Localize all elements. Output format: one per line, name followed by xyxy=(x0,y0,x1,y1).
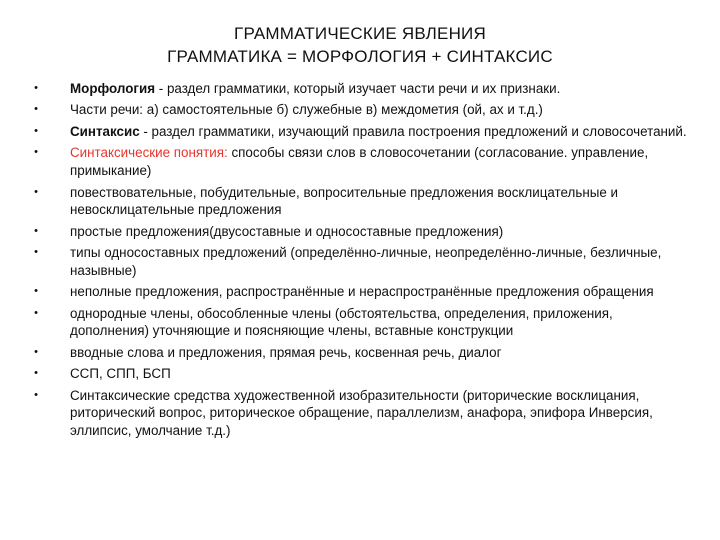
bullet: • xyxy=(34,103,38,116)
list-item-syntax-concepts xyxy=(30,144,690,179)
term-syntax-concepts: Синтаксические понятия: xyxy=(70,145,228,161)
item-text: - раздел грамматики, изучающий правила построения предложений и словосочетаний. xyxy=(139,123,687,139)
bullet: • xyxy=(34,388,38,401)
item-text: однородные члены, обособленные члены (обстоятельства, определения, приложения, дополнения) уточняющие и поясняющие члены, вставные конструкции xyxy=(70,305,613,339)
list-item-homogeneous-members xyxy=(30,305,690,340)
item-text: ССП, СПП, БСП xyxy=(70,366,171,382)
item-text: Части речи: а) самостоятельные б) служебные в) междометия (ой, ах и т.д.) xyxy=(70,102,543,118)
item-text: Синтаксические средства художественной изобразительности (риторические восклицания, риторический вопрос, риторическое обращение, параллелизм, анафора, эпифора Инверсия, эллипсис, умолчание т.д.) xyxy=(70,387,653,438)
bullet: • xyxy=(34,82,38,94)
item-text: неполные предложения, распространённые и нераспространённые предложения обращения xyxy=(70,284,654,300)
list-item-morphology xyxy=(30,80,690,98)
bullet: • xyxy=(34,246,38,259)
bullet: • xyxy=(34,185,38,198)
slide-title xyxy=(0,22,720,68)
bullet-list xyxy=(30,80,690,443)
item-text: повествовательные, побудительные, вопросительные предложения восклицательные и невосклицательные предложения xyxy=(70,184,618,218)
term-syntax: Синтаксис xyxy=(70,123,140,139)
term-morphology: Морфология xyxy=(70,81,156,96)
bullet: • xyxy=(34,224,38,237)
bullet: • xyxy=(34,306,38,319)
title-line-1: ГРАММАТИЧЕСКИЕ ЯВЛЕНИЯ xyxy=(234,24,486,43)
item-text: вводные слова и предложения, прямая речь, косвенная речь, диалог xyxy=(70,344,502,360)
item-text: - раздел грамматики, который изучает части речи и их признаки. xyxy=(155,81,561,96)
title-line-2: ГРАММАТИКА = МОРФОЛОГИЯ + СИНТАКСИС xyxy=(167,47,553,66)
list-item-introductory-words xyxy=(30,344,690,362)
list-item-sentence-purpose xyxy=(30,184,690,219)
list-item-simple-sentences xyxy=(30,223,690,241)
list-item-one-part-types xyxy=(30,244,690,279)
list-item-incomplete-sentences xyxy=(30,283,690,301)
bullet: • xyxy=(34,285,38,298)
bullet: • xyxy=(34,124,38,137)
item-text: типы односоставных предложений (определённо-личные, неопределённо-личные, безличные, назывные) xyxy=(70,245,662,278)
item-text: способы связи слов в словосочетании (согласование. управление, примыкание) xyxy=(70,145,649,179)
list-item-parts-of-speech xyxy=(30,101,690,119)
bullet: • xyxy=(34,367,38,380)
list-item-stylistic-devices xyxy=(30,387,690,440)
list-item-complex-sentences xyxy=(30,365,690,383)
item-text: простые предложения(двусоставные и односоставные предложения) xyxy=(70,223,504,239)
bullet: • xyxy=(34,345,38,358)
list-item-syntax xyxy=(30,123,690,141)
bullet: • xyxy=(34,146,38,159)
